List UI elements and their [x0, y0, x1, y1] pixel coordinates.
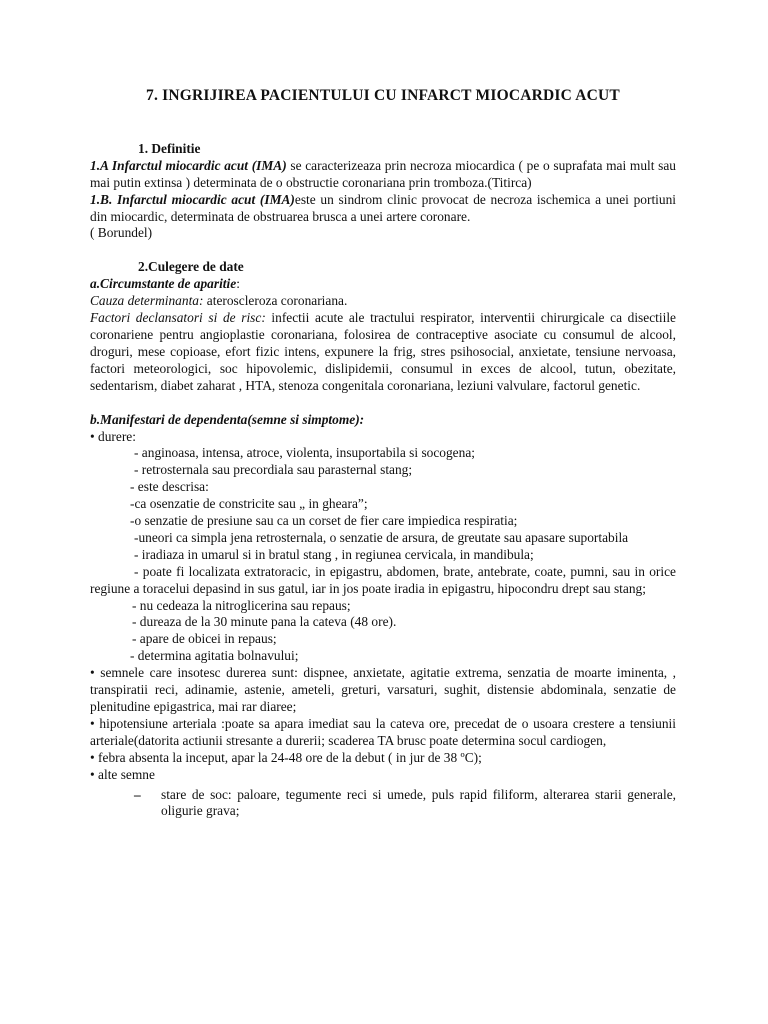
hypotension-bullet: • hipotensiune arteriala :poate sa apara imediat sau la cateva ore, precedat de o usoara crestere a tensiunii arteriale(datorita actiunii stresante a durerii; scaderea TA brusc poate determina socul cardiogen,: [90, 715, 676, 748]
cause-line: [90, 293, 676, 310]
cause-text: ateroscleroza coronariana.: [203, 293, 348, 309]
pain-item: -uneori ca simpla jena retrosternala, o senzatie de arsura, de greutate sau apasare suportabila: [134, 529, 629, 545]
page-title: 7. INGRIJIREA PACIENTULUI CU INFARCT MIOCARDIC ACUT: [146, 87, 620, 104]
pain-item: - este descrisa:: [130, 479, 209, 495]
fever-bullet: • febra absenta la inceput, apar la 24-48 ore de la debut ( in jur de 38 ºC);: [90, 749, 482, 765]
manifestations-heading: b.Manifestari de dependenta(semne si simptome):: [90, 411, 365, 427]
associated-signs-bullet: • semnele care insotesc durerea sunt: dispnee, anxietate, agitatie extrema, senzatia de moarte iminenta, , transpiratii reci, adinamie, astenie, ameteli, greturi, varsaturi, sughit, distensie abdominala, senzatie de plenitudine epigastrica, mai rar diaree;: [90, 665, 676, 714]
risk-factors-paragraph: [90, 310, 676, 395]
pain-item: -o senzatie de presiune sau ca un corset de fier care impiedica respiratia;: [130, 513, 518, 529]
document-page: [90, 88, 676, 820]
pain-item: - nu cedeaza la nitroglicerina sau repaus;: [132, 597, 351, 613]
definition-1b-label: 1.B. Infarctul miocardic acut (IMA): [90, 191, 295, 207]
pain-item: - anginoasa, intensa, atroce, violenta, insuportabila si socogena;: [134, 445, 475, 461]
pain-item: - apare de obicei in repaus;: [132, 631, 277, 647]
pain-item: - retrosternala sau precordiala sau parasternal stang;: [134, 462, 413, 478]
risk-factors-text: infectii acute ale tractului respirator, interventii chirurgicale ca disectiile coronariene pentru angioplastie coronariana, folosirea de contraceptive asociate cu consumul de alcool, droguri, mese copioase, efort fizic intens, expunere la frig, stres psihosocial, anxietate, tensiune nervoasa, factori meteorologici, soc hipovolemic, dislipidemii, consumul in exces de alcool, tutun, obezitate, sedentarism, diabet zaharat , HTA, stenoza congenitala coronariana, leziuni valvulare, factorul genetic.: [90, 310, 676, 393]
definition-1b-text: este un sindrom clinic provocat de necroza ischemica a unei portiuni din miocardic, determinata de obstruarea brusca a unei artere coronare.: [90, 191, 676, 224]
definition-1a: [90, 158, 676, 192]
section-2-heading: 2.Culegere de date: [138, 259, 244, 275]
pain-bullet: • durere:: [90, 428, 136, 444]
pain-item: -ca osenzatie de constricite sau „ in gheara”;: [130, 496, 368, 512]
dash-marker: –: [134, 786, 141, 802]
pain-item: - iradiaza in umarul si in bratul stang , in regiunea cervicala, in mandibula;: [134, 546, 534, 562]
risk-factors-label: Factori declansatori si de risc:: [90, 310, 266, 326]
circumstances-heading: a.Circumstante de aparitie:: [90, 276, 240, 292]
section-1-heading: 1. Definitie: [138, 140, 201, 156]
shock-text: stare de soc: paloare, tegumente reci si umede, puls rapid filiform, alterarea starii generale, oligurie grava;: [161, 786, 676, 819]
definition-1b: [90, 192, 676, 226]
definition-1a-label: 1.A Infarctul miocardic acut (IMA): [90, 157, 287, 173]
pain-item: - determina agitatia bolnavului;: [130, 648, 299, 664]
other-signs-bullet: • alte semne: [90, 766, 155, 782]
cause-label: Cauza determinanta:: [90, 293, 204, 309]
pain-item: - poate fi localizata extratoracic, in epigastru, abdomen, brate, antebrate, coate, pumni, sau in orice regiune a toracelui depasind in sus gatul, iar in jos poate iradia in epigastru, hipocondru drept sau stang;: [90, 563, 676, 596]
shock-item: [90, 787, 676, 821]
circumstances-label: a.Circumstante de aparitie: [90, 276, 237, 292]
definition-1b-source: ( Borundel): [90, 225, 153, 241]
definition-1a-text: se caracterizeaza prin necroza miocardica ( pe o suprafata mai mult sau mai putin extinsa ) determinata de o obstructie coronariana prin tromboza.(Titirca): [90, 157, 676, 190]
pain-item: - dureaza de la 30 minute pana la cateva (48 ore).: [132, 614, 397, 630]
